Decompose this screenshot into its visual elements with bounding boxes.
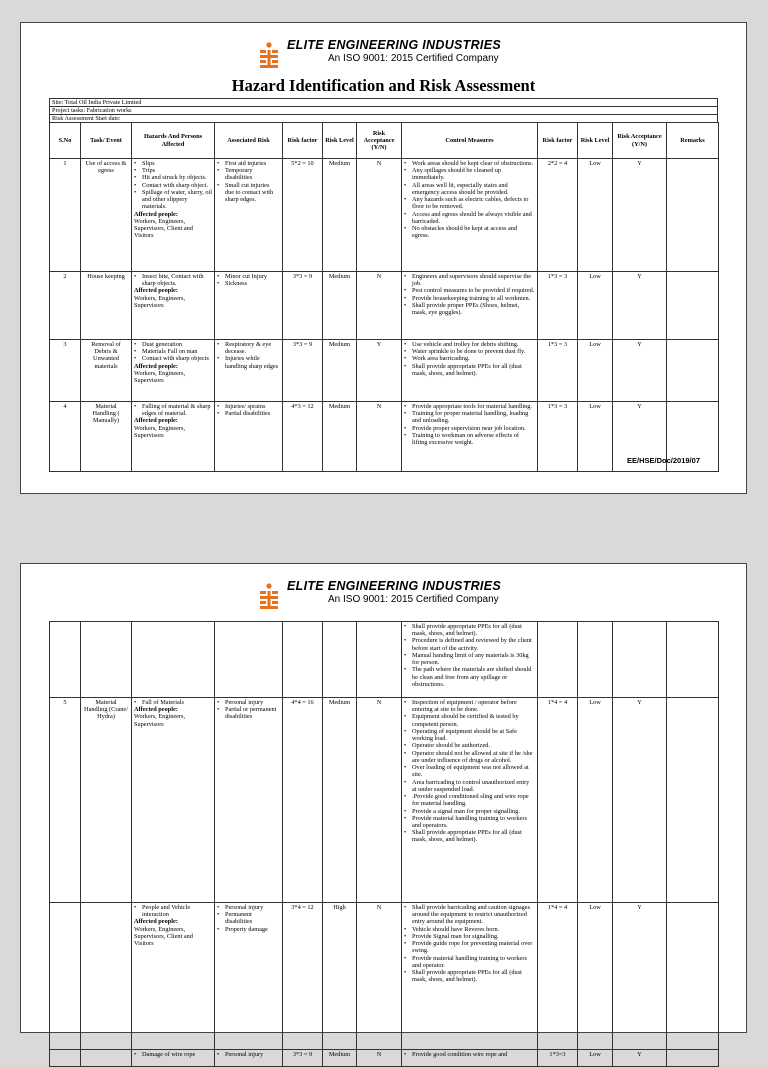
remarks-cell xyxy=(667,340,719,402)
serial-number-cell: 5 xyxy=(50,698,81,903)
risk-factor-cell: 3*3 = 9 xyxy=(283,1050,323,1067)
control-measure-item: • Provide a signal man for proper signalling. xyxy=(410,808,535,815)
control-measure-item: • Over loading of equipment was not allowed at site. xyxy=(410,764,535,778)
risk-item-list xyxy=(217,699,280,721)
col-header: S.No xyxy=(50,123,81,159)
control-measure-item: • Provide appropriate tools for material handling. xyxy=(410,403,535,410)
hazards-cell xyxy=(132,272,215,340)
table-row xyxy=(50,272,719,340)
control-measures-cell xyxy=(402,903,538,1050)
hazard-item-list xyxy=(134,904,212,918)
risk-item-list xyxy=(217,403,280,417)
table-row xyxy=(50,903,719,1050)
hazard-item: • Insect bite, Contact with sharp objects. xyxy=(140,273,212,287)
hazards-cell xyxy=(132,402,215,472)
control-measure-item-list xyxy=(404,273,535,316)
risk-item-list xyxy=(217,904,280,933)
serial-number-cell: 1 xyxy=(50,159,81,272)
table-row xyxy=(50,159,719,272)
table-row xyxy=(50,402,719,472)
control-measure-item-list xyxy=(404,403,535,446)
control-measure-item: • Pest control measures to be provided if required. xyxy=(410,287,535,294)
residual-risk-acceptance-cell: Y xyxy=(613,272,667,340)
serial-number-cell xyxy=(50,622,81,698)
control-measure-item: • Shall provide appropriate PPEs for all (dust mask, shoes, and helmet). xyxy=(410,969,535,983)
hazard-item-list xyxy=(134,160,212,211)
control-measure-item: • Shall provide appropriate PPEs for all (dust mask, shoes, and helmet). xyxy=(410,829,535,843)
col-header: Risk factor xyxy=(283,123,323,159)
col-header: Risk Acceptance (Y/N) xyxy=(613,123,667,159)
col-header: Hazards And Persons Affected xyxy=(132,123,215,159)
control-measures-cell xyxy=(402,1050,538,1067)
control-measure-item: • Area barricading to control unauthorized entry at under suspended load. xyxy=(410,779,535,793)
affected-label: Affected people: xyxy=(134,918,178,926)
col-header: Task/ Event xyxy=(81,123,132,159)
risk-item-list xyxy=(217,341,280,370)
hazard-item: • Spillage of water, slurry, oil and other slippery materials. xyxy=(140,189,212,211)
risk-level-cell: Medium xyxy=(323,1050,357,1067)
control-measure-item: • Shall provide appropriate PPEs for all (dust mask, shoes, and helmet). xyxy=(410,363,535,377)
risk-item: • Injuries/ sprains xyxy=(223,403,280,410)
residual-risk-factor-cell: 1*3 = 3 xyxy=(538,340,578,402)
remarks-cell xyxy=(667,622,719,698)
task-event-cell: House keeping xyxy=(81,272,132,340)
control-measure-item: • No obstacles should be kept at access and egress. xyxy=(410,225,535,239)
risk-factor-cell: 3*3 = 9 xyxy=(283,340,323,402)
residual-risk-level-cell: Low xyxy=(578,402,613,472)
risk-item: • Small cut injuries due to contact with sharp edges. xyxy=(223,182,280,204)
document-page-2 xyxy=(20,563,747,1058)
associated-risk-cell xyxy=(215,340,283,402)
risk-acceptance-cell: N xyxy=(357,698,402,903)
risk-acceptance-cell: N xyxy=(357,402,402,472)
associated-risk-cell xyxy=(215,159,283,272)
control-measure-item: • The path where the materials are shifted should be clean and free from any spillage or obstructions. xyxy=(410,666,535,688)
hazard-item: • Falling of material & sharp edges of material. xyxy=(140,403,212,417)
risk-item-list xyxy=(217,273,280,287)
risk-level-cell: Medium xyxy=(323,402,357,472)
residual-risk-acceptance-cell: Y xyxy=(613,698,667,903)
residual-risk-factor-cell: 1*4 = 4 xyxy=(538,698,578,903)
company-name: ELITE ENGINEERING INDUSTRIES xyxy=(287,38,501,52)
table-row xyxy=(50,622,719,698)
residual-risk-level-cell: Low xyxy=(578,340,613,402)
hazard-item-list xyxy=(134,699,212,706)
control-measure-item-list xyxy=(404,341,535,377)
table-header-row xyxy=(50,123,719,159)
control-measure-item: • Provide housekeeping training to all workmen. xyxy=(410,295,535,302)
control-measure-item: • .Provide good conditioned sling and wire rope for material handling. xyxy=(410,793,535,807)
residual-risk-acceptance-cell: Y xyxy=(613,1050,667,1067)
hazards-cell xyxy=(132,1050,215,1067)
control-measure-item: • Training for proper material handling, loading and unloading. xyxy=(410,410,535,424)
control-measure-item: • Operating of equipment should be at Safe working load. xyxy=(410,728,535,742)
risk-factor-cell: 3*4 = 12 xyxy=(283,903,323,1050)
risk-level-cell xyxy=(323,622,357,698)
table-row xyxy=(50,340,719,402)
control-measure-item: • Work area barricading. xyxy=(410,355,535,362)
hazards-cell xyxy=(132,698,215,903)
associated-risk-cell xyxy=(215,1050,283,1067)
serial-number-cell xyxy=(50,1050,81,1067)
control-measure-item: • Provide proper supervision near job location. xyxy=(410,425,535,432)
risk-acceptance-cell: N xyxy=(357,159,402,272)
control-measures-cell xyxy=(402,159,538,272)
residual-risk-acceptance-cell: Y xyxy=(613,402,667,472)
residual-risk-factor-cell: 1*3 = 3 xyxy=(538,402,578,472)
residual-risk-factor-cell: 1*4 = 4 xyxy=(538,903,578,1050)
residual-risk-factor-cell xyxy=(538,622,578,698)
start-date-line: Risk Assessment Start date: xyxy=(50,115,718,123)
control-measure-item: • Training to workman on adverse effects of lifting excessive weight. xyxy=(410,432,535,446)
col-header: Risk Level xyxy=(323,123,357,159)
control-measure-item: • Shall provide appropriate PPEs for all (dust mask, shoes, and helmet). xyxy=(410,623,535,637)
task-event-cell xyxy=(81,903,132,1050)
task-event-cell xyxy=(81,1050,132,1067)
risk-item: • Personal injury xyxy=(223,699,280,706)
hazard-item-list xyxy=(134,273,212,287)
hazard-item-list xyxy=(134,341,212,363)
risk-item: • Personal injury xyxy=(223,1051,280,1058)
risk-assessment-table-continued xyxy=(49,621,719,1067)
task-event-cell: Material Handling ( Manually) xyxy=(81,402,132,472)
task-event-cell: Use of access & egress xyxy=(81,159,132,272)
control-measure-item: • Manual handing limit of any materials is 30kg for person. xyxy=(410,652,535,666)
affected-people: Workers, Engineers, Supervisors, Client and Visitors xyxy=(134,217,193,240)
associated-risk-cell xyxy=(215,698,283,903)
hazard-item: • Slips xyxy=(140,160,212,167)
document-title: Hazard Identification and Risk Assessment xyxy=(231,76,536,95)
residual-risk-factor-cell: 1*3=3 xyxy=(538,1050,578,1067)
control-measure-item: • Provide Signal man for signalling. xyxy=(410,933,535,940)
remarks-cell xyxy=(667,698,719,903)
serial-number-cell: 2 xyxy=(50,272,81,340)
residual-risk-level-cell: Low xyxy=(578,1050,613,1067)
control-measure-item: • Provide guide rope for preventing material over swing. xyxy=(410,940,535,954)
hazard-item: • Hit and struck by objects. xyxy=(140,174,212,181)
associated-risk-cell xyxy=(215,272,283,340)
col-header: Remarks xyxy=(667,123,719,159)
risk-acceptance-cell: Y xyxy=(357,340,402,402)
residual-risk-level-cell xyxy=(578,622,613,698)
control-measure-item: • Access and egress should be always visible and barricaded. xyxy=(410,211,535,225)
residual-risk-acceptance-cell: Y xyxy=(613,903,667,1050)
site-line: Site: Total Oil India Private Limited xyxy=(50,99,718,107)
residual-risk-factor-cell: 2*2 = 4 xyxy=(538,159,578,272)
hazards-cell xyxy=(132,159,215,272)
hazards-cell xyxy=(132,340,215,402)
document-reference: EE/HSE/Doc/2019/07 xyxy=(627,456,700,465)
risk-item-list xyxy=(217,1051,280,1058)
control-measure-item: • Provide good condition wire rope and xyxy=(410,1051,535,1058)
risk-item: • Injuries while handling sharp edges xyxy=(223,355,280,369)
remarks-cell xyxy=(667,272,719,340)
control-measure-item: • Water sprinkle to be done to prevent dust fly. xyxy=(410,348,535,355)
hazard-item: • Trips xyxy=(140,167,212,174)
site-info-table xyxy=(49,98,718,123)
risk-item: • First aid injuries xyxy=(223,160,280,167)
control-measures-cell xyxy=(402,272,538,340)
risk-item-list xyxy=(217,160,280,203)
risk-item: • Sickness xyxy=(223,280,280,287)
col-header: Risk Acceptance (Y/N) xyxy=(357,123,402,159)
risk-item: • Partial or permanent disabilities xyxy=(223,706,280,720)
project-tasks-line: Project tasks: Fabrication works xyxy=(50,107,718,115)
control-measure-item: • Work areas should be kept clear of obstructions. xyxy=(410,160,535,167)
company-logo xyxy=(258,583,280,613)
task-event-cell xyxy=(81,622,132,698)
control-measure-item: • Procedure is defined and reviewed by the client before start of the activity. xyxy=(410,637,535,651)
serial-number-cell xyxy=(50,903,81,1050)
company-logo xyxy=(258,42,280,72)
affected-label: Affected people: xyxy=(134,210,178,218)
associated-risk-cell xyxy=(215,402,283,472)
hazards-cell xyxy=(132,622,215,698)
control-measure-item-list xyxy=(404,160,535,240)
table-row xyxy=(50,698,719,903)
risk-level-cell: Medium xyxy=(323,340,357,402)
task-event-cell: Material Handling (Crane/ Hydra) xyxy=(81,698,132,903)
table-row xyxy=(50,1050,719,1067)
risk-factor-cell: 3*3 = 9 xyxy=(283,272,323,340)
residual-risk-acceptance-cell: Y xyxy=(613,159,667,272)
control-measures-cell xyxy=(402,340,538,402)
control-measure-item: • Shall provide proper PPEs (Shoes, helmet, mask, eye goggles). xyxy=(410,302,535,316)
residual-risk-level-cell: Low xyxy=(578,272,613,340)
col-header: Risk factor xyxy=(538,123,578,159)
control-measure-item: • Provide material handling training to workers and operators. xyxy=(410,815,535,829)
hazard-item: • Damage of wire rope xyxy=(140,1051,212,1058)
risk-acceptance-cell xyxy=(357,622,402,698)
residual-risk-level-cell: Low xyxy=(578,903,613,1050)
control-measure-item: • Shall provide barricading and caution signages around the equipment to restrict unauthorized entry around the equipment. xyxy=(410,904,535,926)
remarks-cell xyxy=(667,159,719,272)
serial-number-cell: 3 xyxy=(50,340,81,402)
affected-label: Affected people: xyxy=(134,362,178,370)
hazard-item: • Contact with sharp object. xyxy=(140,182,212,189)
control-measure-item: • Vehicle should have Reveres horn. xyxy=(410,926,535,933)
affected-label: Affected people: xyxy=(134,706,178,714)
serial-number-cell: 4 xyxy=(50,402,81,472)
risk-item: • Permanent disabilities xyxy=(223,911,280,925)
control-measure-item: • Any spillages should be cleaned up immediately. xyxy=(410,167,535,181)
remarks-cell xyxy=(667,1050,719,1067)
risk-level-cell: Medium xyxy=(323,698,357,903)
risk-factor-cell xyxy=(283,622,323,698)
risk-factor-cell: 4*3 = 12 xyxy=(283,402,323,472)
affected-label: Affected people: xyxy=(134,417,178,425)
control-measure-item: • Operator should be authorized. xyxy=(410,742,535,749)
risk-level-cell: Medium xyxy=(323,272,357,340)
residual-risk-acceptance-cell: Y xyxy=(613,340,667,402)
control-measure-item: • Inspection of equipment / operator before entering at site to be done. xyxy=(410,699,535,713)
col-header: Control Measures xyxy=(402,123,538,159)
affected-people: Workers, Engineers, Supervisors xyxy=(134,369,186,385)
control-measures-cell xyxy=(402,402,538,472)
control-measure-item: • Any hazards such as electric cables, defects to floor to be removed. xyxy=(410,196,535,210)
risk-item: • Partial disabilities xyxy=(223,410,280,417)
col-header: Associated Risk xyxy=(215,123,283,159)
affected-people: Workers, Engineers, Supervisors xyxy=(134,294,186,309)
affected-people: Workers, Engineers, Supervisors xyxy=(134,713,186,728)
control-measure-item: • Engineers and supervisors should supervise the job. xyxy=(410,273,535,287)
residual-risk-acceptance-cell xyxy=(613,622,667,698)
control-measure-item-list xyxy=(404,699,535,844)
risk-factor-cell: 5*2 = 10 xyxy=(283,159,323,272)
hazards-cell xyxy=(132,903,215,1050)
risk-item: • Property damage xyxy=(223,926,280,933)
risk-assessment-table xyxy=(49,122,719,472)
risk-level-cell: High xyxy=(323,903,357,1050)
risk-item: • Respiratory & eye decease. xyxy=(223,341,280,355)
associated-risk-cell xyxy=(215,622,283,698)
hazard-item: • Fall of Materials xyxy=(140,699,212,706)
control-measure-item: • Equipment should be certified & tested by competent person. xyxy=(410,713,535,727)
risk-item: • Temporary disabilities xyxy=(223,167,280,181)
company-name: ELITE ENGINEERING INDUSTRIES xyxy=(287,579,501,593)
control-measure-item: • Provide material handling training to workers and operator. xyxy=(410,955,535,969)
control-measure-item: • Operator should not be allowed at site if he /she are under influence of drugs or alcohol. xyxy=(410,750,535,764)
control-measure-item-list xyxy=(404,623,535,688)
associated-risk-cell xyxy=(215,903,283,1050)
risk-acceptance-cell: N xyxy=(357,272,402,340)
residual-risk-level-cell: Low xyxy=(578,698,613,903)
risk-acceptance-cell: N xyxy=(357,903,402,1050)
control-measure-item: • All areas well lit, especially stairs and emergency access should be provided. xyxy=(410,182,535,196)
hazard-item: • People and Vehicle interaction xyxy=(140,904,212,918)
document-page-1 xyxy=(20,22,747,494)
control-measure-item-list xyxy=(404,1051,535,1058)
iso-certification: An ISO 9001: 2015 Certified Company xyxy=(328,53,499,64)
affected-people: Workers, Engineers, Supervisors xyxy=(134,424,186,439)
hazard-item: • Contact with sharp objects xyxy=(140,355,212,362)
risk-item: • Minor cut Injury xyxy=(223,273,280,280)
task-event-cell: Removal of Debris & Unwanted materials xyxy=(81,340,132,402)
hazard-item-list xyxy=(134,1051,212,1058)
col-header: Risk Level xyxy=(578,123,613,159)
residual-risk-level-cell: Low xyxy=(578,159,613,272)
hazard-item: • Materials Fall on man xyxy=(140,348,212,355)
hazard-item-list xyxy=(134,403,212,417)
control-measures-cell xyxy=(402,698,538,903)
iso-certification: An ISO 9001: 2015 Certified Company xyxy=(328,594,499,605)
control-measure-item: • Use vehicle and trolley for debris shifting. xyxy=(410,341,535,348)
control-measure-item-list xyxy=(404,904,535,984)
control-measures-cell xyxy=(402,622,538,698)
risk-acceptance-cell: N xyxy=(357,1050,402,1067)
risk-factor-cell: 4*4 = 16 xyxy=(283,698,323,903)
residual-risk-factor-cell: 1*3 = 3 xyxy=(538,272,578,340)
affected-label: Affected people: xyxy=(134,287,178,295)
remarks-cell xyxy=(667,903,719,1050)
risk-level-cell: Medium xyxy=(323,159,357,272)
risk-item: • Personal injury xyxy=(223,904,280,911)
hazard-item: • Dust generation xyxy=(140,341,212,348)
affected-people: Workers, Engineers, Supervisors, Client and Visitors xyxy=(134,925,193,948)
